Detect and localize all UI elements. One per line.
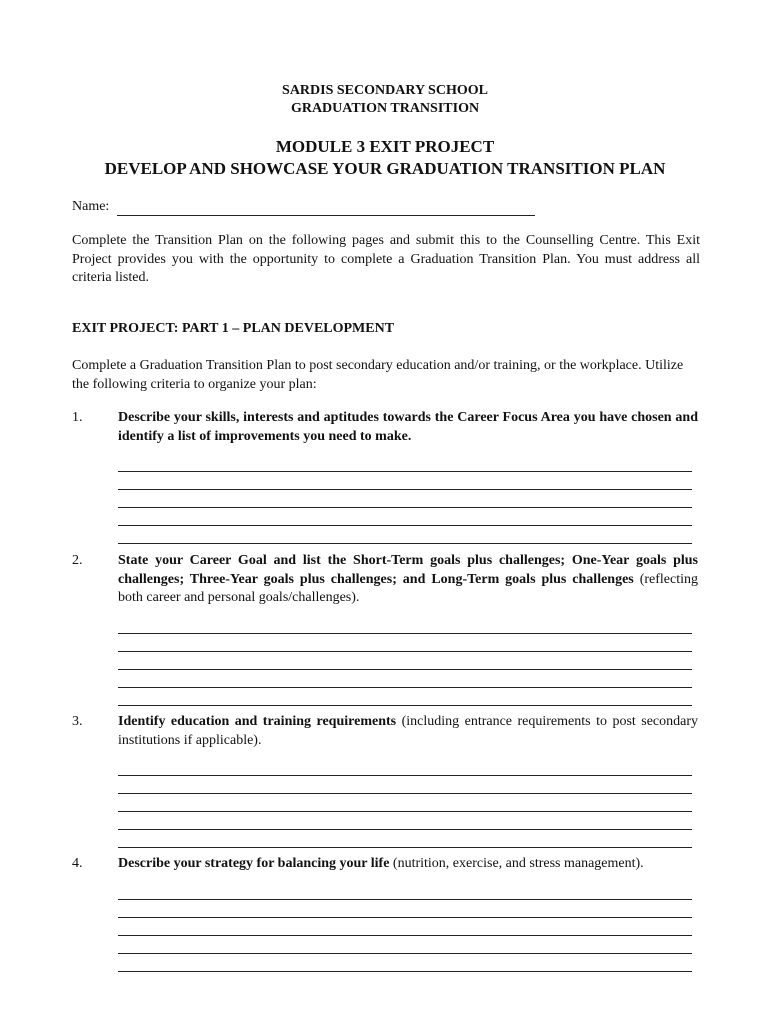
criterion-normal-text: (reflecting both career and personal goals/challenges).	[118, 571, 699, 605]
answer-lines	[118, 882, 692, 972]
answer-line[interactable]	[118, 830, 692, 848]
document-title	[0, 136, 770, 180]
answer-line[interactable]	[118, 472, 692, 490]
answer-line[interactable]	[118, 794, 692, 812]
criterion-text	[118, 855, 698, 874]
document-header	[0, 82, 770, 118]
criterion-number: 2.	[72, 553, 83, 568]
criterion-2	[72, 552, 698, 706]
name-blank-line[interactable]	[117, 201, 535, 216]
criterion-text	[118, 552, 698, 608]
answer-line[interactable]	[118, 776, 692, 794]
answer-line[interactable]	[118, 670, 692, 688]
criterion-4	[72, 855, 698, 972]
criterion-number: 1.	[72, 410, 83, 425]
answer-line[interactable]	[118, 918, 692, 936]
answer-line[interactable]	[118, 634, 692, 652]
answer-line[interactable]	[118, 936, 692, 954]
criterion-bold-text: Describe your strategy for balancing your life	[118, 856, 390, 871]
criterion-bold-text: State your Career Goal and list the Short-Term goals plus challenges; One-Year goals plus challenges; Three-Year goals plus challenges; and Long-Term goals plus challenges	[118, 553, 698, 587]
program-name: GRADUATION TRANSITION	[290, 101, 480, 116]
criterion-number: 3.	[72, 714, 83, 729]
section-heading: EXIT PROJECT: PART 1 – PLAN DEVELOPMENT	[72, 321, 395, 336]
answer-line[interactable]	[118, 454, 692, 472]
name-field-row	[72, 198, 535, 216]
answer-lines	[118, 454, 692, 544]
answer-lines	[118, 758, 692, 848]
name-label: Name:	[72, 199, 110, 214]
criterion-text	[118, 713, 698, 750]
answer-line[interactable]	[118, 882, 692, 900]
answer-line[interactable]	[118, 954, 692, 972]
criterion-text	[118, 409, 698, 446]
answer-line[interactable]	[118, 758, 692, 776]
criterion-bold-text: Describe your skills, interests and aptitudes towards the Career Focus Area you have chosen and identify a list of improvements you need to make.	[118, 410, 698, 444]
answer-line[interactable]	[118, 652, 692, 670]
criterion-1	[72, 409, 698, 544]
answer-line[interactable]	[118, 508, 692, 526]
answer-line[interactable]	[118, 812, 692, 830]
school-name: SARDIS SECONDARY SCHOOL	[282, 83, 488, 98]
criterion-normal-text: (nutrition, exercise, and stress management).	[389, 856, 644, 871]
section-intro-paragraph: Complete a Graduation Transition Plan to post secondary education and/or training, or the workplace. Utilize the following criteria to organize your plan:	[72, 358, 684, 392]
criterion-bold-text: Identify education and training requirements	[118, 714, 397, 729]
answer-lines	[118, 616, 692, 706]
answer-line[interactable]	[118, 688, 692, 706]
answer-line[interactable]	[118, 616, 692, 634]
criterion-normal-text: (including entrance requirements to post secondary institutions if applicable).	[118, 714, 699, 748]
answer-line[interactable]	[118, 900, 692, 918]
answer-line[interactable]	[118, 526, 692, 544]
title-line-2: DEVELOP AND SHOWCASE YOUR GRADUATION TRANSITION PLAN	[104, 159, 666, 178]
answer-line[interactable]	[118, 490, 692, 508]
intro-paragraph: Complete the Transition Plan on the following pages and submit this to the Counselling Centre. This Exit Project provides you with the opportunity to complete a Graduation Transition Plan. You must address all criteria listed.	[72, 233, 700, 285]
criterion-3	[72, 713, 698, 848]
title-line-1: MODULE 3 EXIT PROJECT	[275, 137, 495, 156]
criterion-number: 4.	[72, 856, 83, 871]
